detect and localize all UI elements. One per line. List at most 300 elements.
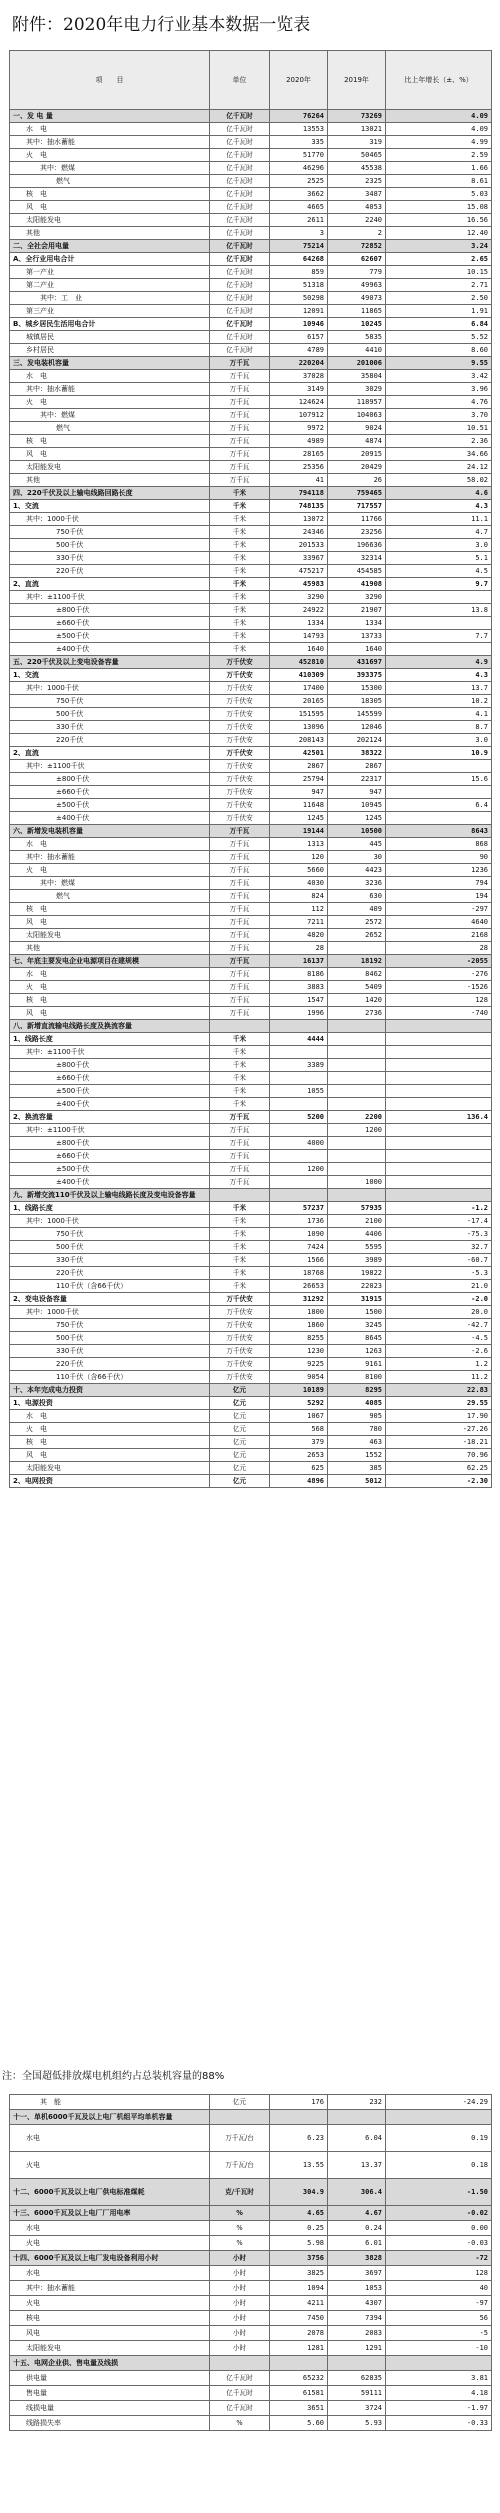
cell-item: 风 电 — [10, 916, 210, 929]
table-row — [10, 643, 492, 656]
cell-unit: 万千瓦 — [210, 981, 270, 994]
cell-2020: 2653 — [270, 1449, 328, 1462]
cell-2020: 4000 — [270, 1137, 328, 1150]
cell-growth: 8.7 — [386, 721, 492, 734]
cell-item: 其他 — [10, 474, 210, 487]
table-row — [10, 578, 492, 591]
cell-2019: 2100 — [328, 1215, 386, 1228]
cell-2020: 1860 — [270, 1319, 328, 1332]
cell-2019: 2572 — [328, 916, 386, 929]
cell-unit: 千米 — [210, 1215, 270, 1228]
cell-unit: 亿千瓦时 — [210, 344, 270, 357]
cell-unit: 亿元 — [210, 1397, 270, 1410]
cell-unit: 万千瓦 — [210, 396, 270, 409]
cell-item: 十一、单机6000千瓦及以上电厂机组平均单机容量 — [10, 2110, 210, 2125]
table-row — [10, 929, 492, 942]
cell-growth: -1.97 — [386, 2401, 492, 2416]
cell-2019: 431697 — [328, 656, 386, 669]
cell-item: 500千伏 — [10, 708, 210, 721]
cell-2019: 8100 — [328, 1371, 386, 1384]
cell-item: 火 电 — [10, 1423, 210, 1436]
cell-unit: 亿元 — [210, 1449, 270, 1462]
cell-growth: 12.40 — [386, 227, 492, 240]
cell-unit: 亿千瓦时 — [210, 149, 270, 162]
cell-2019: 26 — [328, 474, 386, 487]
table-row — [10, 2401, 492, 2416]
cell-unit: 万千瓦 — [210, 448, 270, 461]
cell-item: 220千伏 — [10, 1358, 210, 1371]
cell-item: 线路损失率 — [10, 2416, 210, 2431]
cell-item: 九、新增交流110千伏及以上输电线路长度及变电设备容量 — [10, 1189, 210, 1202]
cell-growth: 4.6 — [386, 487, 492, 500]
cell-item: ±500千伏 — [10, 630, 210, 643]
cell-2019: 2736 — [328, 1007, 386, 1020]
cell-unit: 亿千瓦时 — [210, 318, 270, 331]
cell-2020: 26653 — [270, 1280, 328, 1293]
cell-growth: -1526 — [386, 981, 492, 994]
cell-item: 其中：抽水蓄能 — [10, 136, 210, 149]
cell-growth — [386, 2356, 492, 2371]
cell-unit: 万千伏安 — [210, 695, 270, 708]
cell-2020: 8186 — [270, 968, 328, 981]
cell-unit: 亿千瓦时 — [210, 123, 270, 136]
cell-2019: 31915 — [328, 1293, 386, 1306]
cell-2019: 38322 — [328, 747, 386, 760]
cell-growth: 136.4 — [386, 1111, 492, 1124]
cell-item: 110千伏（含66千伏） — [10, 1280, 210, 1293]
cell-item: 核 电 — [10, 994, 210, 1007]
cell-growth — [386, 1163, 492, 1176]
cell-unit: 千米 — [210, 487, 270, 500]
cell-growth — [386, 1059, 492, 1072]
cell-growth: 21.0 — [386, 1280, 492, 1293]
cell-2020: 18768 — [270, 1267, 328, 1280]
cell-2020: 107912 — [270, 409, 328, 422]
cell-2019: 4410 — [328, 344, 386, 357]
cell-2019: 10945 — [328, 799, 386, 812]
cell-2019: 12046 — [328, 721, 386, 734]
cell-unit: 万千瓦 — [210, 903, 270, 916]
cell-growth: 6.4 — [386, 799, 492, 812]
cell-2019: 385 — [328, 1462, 386, 1475]
cell-growth: -2.6 — [386, 1345, 492, 1358]
cell-2020: 1640 — [270, 643, 328, 656]
cell-2019: 11766 — [328, 513, 386, 526]
cell-2020: 1067 — [270, 1410, 328, 1423]
table-row — [10, 1371, 492, 1384]
cell-2019: 62607 — [328, 253, 386, 266]
table-row — [10, 968, 492, 981]
cell-2020: 1736 — [270, 1215, 328, 1228]
cell-growth: -5 — [386, 2326, 492, 2341]
cell-unit: 万千伏安 — [210, 1293, 270, 1306]
cell-unit: 万千伏安 — [210, 721, 270, 734]
cell-growth: -5.3 — [386, 1267, 492, 1280]
cell-growth: 8.61 — [386, 175, 492, 188]
cell-growth: 4.9 — [386, 656, 492, 669]
cell-2020: 16137 — [270, 955, 328, 968]
cell-unit: 亿元 — [210, 1462, 270, 1475]
cell-unit: 亿千瓦时 — [210, 240, 270, 253]
table-row — [10, 1228, 492, 1241]
cell-2019: 50465 — [328, 149, 386, 162]
cell-unit: 万千伏安 — [210, 682, 270, 695]
cell-growth — [386, 760, 492, 773]
cell-item: 十四、6000千瓦及以上电厂发电设备利用小时 — [10, 2251, 210, 2266]
table-row — [10, 2251, 492, 2266]
cell-2019: 10500 — [328, 825, 386, 838]
page-title: 附件：2020年电力行业基本数据一览表 — [12, 15, 311, 35]
cell-growth: 10.9 — [386, 747, 492, 760]
cell-growth — [386, 1020, 492, 1033]
table-row — [10, 266, 492, 279]
cell-unit: 小时 — [210, 2311, 270, 2326]
cell-unit: 千米 — [210, 565, 270, 578]
cell-item: 十五、电网企业供、售电量及线损 — [10, 2356, 210, 2371]
cell-item: 500千伏 — [10, 539, 210, 552]
cell-item: 其 能 — [10, 2095, 210, 2110]
table-row — [10, 1410, 492, 1423]
cell-2020 — [270, 1046, 328, 1059]
cell-2020: 568 — [270, 1423, 328, 1436]
cell-item: 其中：±1100千伏 — [10, 1124, 210, 1137]
cell-item: 750千伏 — [10, 1319, 210, 1332]
cell-item: 750千伏 — [10, 695, 210, 708]
table-row — [10, 669, 492, 682]
cell-2019: 3245 — [328, 1319, 386, 1332]
table-row — [10, 526, 492, 539]
cell-2019: 118957 — [328, 396, 386, 409]
cell-2019: 3989 — [328, 1254, 386, 1267]
cell-item: 七、年底主要发电企业电源项目在建规模 — [10, 955, 210, 968]
cell-growth: 20.0 — [386, 1306, 492, 1319]
cell-growth: 5.52 — [386, 331, 492, 344]
header-2020: 2020年 — [270, 51, 328, 110]
cell-growth: 4640 — [386, 916, 492, 929]
cell-2019: 3697 — [328, 2266, 386, 2281]
cell-2019: 1291 — [328, 2341, 386, 2356]
cell-unit: 万千瓦 — [210, 890, 270, 903]
cell-unit: 万千瓦 — [210, 435, 270, 448]
cell-2019: 3828 — [328, 2251, 386, 2266]
table-row — [10, 344, 492, 357]
cell-growth: 4.99 — [386, 136, 492, 149]
table-row — [10, 1358, 492, 1371]
cell-unit: 亿千瓦时 — [210, 253, 270, 266]
cell-unit: 万千伏安 — [210, 1371, 270, 1384]
table-row — [10, 448, 492, 461]
cell-growth: -42.7 — [386, 1319, 492, 1332]
cell-2020: 1245 — [270, 812, 328, 825]
cell-growth: 1.91 — [386, 305, 492, 318]
cell-2020: 24922 — [270, 604, 328, 617]
cell-growth: -2.30 — [386, 1475, 492, 1488]
cell-2020: 64268 — [270, 253, 328, 266]
cell-unit: 万千瓦 — [210, 370, 270, 383]
cell-2020: 3756 — [270, 2251, 328, 2266]
cell-2019: 1552 — [328, 1449, 386, 1462]
cell-2020: 75214 — [270, 240, 328, 253]
table-row — [10, 1423, 492, 1436]
cell-unit: 万千瓦 — [210, 838, 270, 851]
cell-2020: 452810 — [270, 656, 328, 669]
cell-item: 十三、6000千瓦及以上电厂厂用电率 — [10, 2206, 210, 2221]
cell-growth: 5.03 — [386, 188, 492, 201]
cell-unit: 亿千瓦时 — [210, 227, 270, 240]
cell-growth — [386, 1085, 492, 1098]
cell-growth — [386, 1176, 492, 1189]
cell-growth: -4.5 — [386, 1332, 492, 1345]
cell-unit: 千米 — [210, 578, 270, 591]
cell-growth: 3.81 — [386, 2371, 492, 2386]
cell-growth: 10.15 — [386, 266, 492, 279]
cell-2019: 22023 — [328, 1280, 386, 1293]
cell-item: 330千伏 — [10, 552, 210, 565]
cell-2019: 4307 — [328, 2296, 386, 2311]
cell-2019: 1245 — [328, 812, 386, 825]
cell-growth: 194 — [386, 890, 492, 903]
cell-2019: 5409 — [328, 981, 386, 994]
table-row — [10, 162, 492, 175]
cell-2019: 30 — [328, 851, 386, 864]
cell-growth: 128 — [386, 994, 492, 1007]
cell-2019: 306.4 — [328, 2179, 386, 2206]
cell-item: 1、交流 — [10, 500, 210, 513]
cell-growth: 56 — [386, 2311, 492, 2326]
cell-unit: 千米 — [210, 1046, 270, 1059]
cell-growth: 1.66 — [386, 162, 492, 175]
cell-item: 风 电 — [10, 448, 210, 461]
cell-growth: 4.09 — [386, 123, 492, 136]
table-row — [10, 500, 492, 513]
cell-2020: 4789 — [270, 344, 328, 357]
cell-item: 火 电 — [10, 149, 210, 162]
cell-item: 水 电 — [10, 1410, 210, 1423]
cell-item: 其中：1000千伏 — [10, 1215, 210, 1228]
cell-item: 水电 — [10, 2221, 210, 2236]
header-2019: 2019年 — [328, 51, 386, 110]
cell-2020: 51318 — [270, 279, 328, 292]
cell-unit: 千米 — [210, 539, 270, 552]
cell-unit: 千米 — [210, 1072, 270, 1085]
cell-2020: 475217 — [270, 565, 328, 578]
cell-2019: 10245 — [328, 318, 386, 331]
cell-item: 风电 — [10, 2326, 210, 2341]
table-row — [10, 1475, 492, 1488]
cell-2019: 20429 — [328, 461, 386, 474]
cell-unit: 万千瓦 — [210, 1007, 270, 1020]
cell-item: 太阳能发电 — [10, 461, 210, 474]
cell-item: 燃气 — [10, 422, 210, 435]
cell-unit: 亿千瓦时 — [210, 201, 270, 214]
table-row — [10, 357, 492, 370]
cell-growth: -297 — [386, 903, 492, 916]
cell-2019: 104063 — [328, 409, 386, 422]
table-row — [10, 617, 492, 630]
cell-2020: 1200 — [270, 1163, 328, 1176]
cell-2020: 3 — [270, 227, 328, 240]
cell-unit — [210, 2110, 270, 2125]
cell-growth: -1.50 — [386, 2179, 492, 2206]
cell-growth: 11.1 — [386, 513, 492, 526]
table-row — [10, 1033, 492, 1046]
table-header-row — [10, 51, 492, 110]
cell-2020: 5660 — [270, 864, 328, 877]
cell-2020: 124624 — [270, 396, 328, 409]
cell-item: 第一产业 — [10, 266, 210, 279]
cell-unit: 万千瓦 — [210, 929, 270, 942]
table-row — [10, 2311, 492, 2326]
cell-growth: -60.7 — [386, 1254, 492, 1267]
cell-2019: 13.37 — [328, 2152, 386, 2179]
cell-item: 水电 — [10, 2266, 210, 2281]
table-row — [10, 227, 492, 240]
cell-2019: 409 — [328, 903, 386, 916]
cell-2019: 202124 — [328, 734, 386, 747]
cell-2019: 59111 — [328, 2386, 386, 2401]
table-row — [10, 175, 492, 188]
cell-2020: 5.60 — [270, 2416, 328, 2431]
cell-growth: 28 — [386, 942, 492, 955]
header-unit: 单位 — [210, 51, 270, 110]
cell-growth: 1236 — [386, 864, 492, 877]
cell-item: ±500千伏 — [10, 1163, 210, 1176]
cell-growth: 5.1 — [386, 552, 492, 565]
cell-item: 水 电 — [10, 838, 210, 851]
cell-item: 其中：燃煤 — [10, 162, 210, 175]
table-row — [10, 513, 492, 526]
cell-unit: 千米 — [210, 617, 270, 630]
footnote: 注：全国超低排放煤电机组约占总装机容量的88% — [2, 2071, 225, 2082]
cell-2019: 780 — [328, 1423, 386, 1436]
cell-growth: 794 — [386, 877, 492, 890]
cell-item: ±800千伏 — [10, 1137, 210, 1150]
cell-2019: 13733 — [328, 630, 386, 643]
cell-unit: 万千瓦 — [210, 994, 270, 1007]
cell-2020: 13.55 — [270, 2152, 328, 2179]
cell-item: 其中：工 业 — [10, 292, 210, 305]
table-row — [10, 1449, 492, 1462]
cell-unit: 万千瓦 — [210, 916, 270, 929]
cell-growth: 32.7 — [386, 1241, 492, 1254]
cell-unit: 小时 — [210, 2266, 270, 2281]
cell-2019: 72852 — [328, 240, 386, 253]
cell-item: 火电 — [10, 2152, 210, 2179]
table-row — [10, 604, 492, 617]
table-row — [10, 981, 492, 994]
cell-unit: 千米 — [210, 604, 270, 617]
cell-growth: 4.09 — [386, 110, 492, 123]
cell-item: 2、电网投资 — [10, 1475, 210, 1488]
cell-unit: 万千伏安 — [210, 773, 270, 786]
cell-unit: 亿千瓦时 — [210, 214, 270, 227]
cell-item: 太阳能发电 — [10, 2341, 210, 2356]
cell-item: 太阳能发电 — [10, 214, 210, 227]
cell-item: ±400千伏 — [10, 1098, 210, 1111]
cell-2019: 1420 — [328, 994, 386, 1007]
table-row — [10, 2152, 492, 2179]
cell-unit: 千米 — [210, 526, 270, 539]
cell-unit: 万千伏安 — [210, 1306, 270, 1319]
table-row — [10, 331, 492, 344]
cell-2019: 11865 — [328, 305, 386, 318]
cell-2020: 1800 — [270, 1306, 328, 1319]
cell-item: 2、直流 — [10, 747, 210, 760]
cell-item: ±800千伏 — [10, 773, 210, 786]
cell-2019: 779 — [328, 266, 386, 279]
cell-2019: 3724 — [328, 2401, 386, 2416]
table-row — [10, 916, 492, 929]
cell-item: 四、220千伏及以上输电线路回路长度 — [10, 487, 210, 500]
cell-growth: 70.96 — [386, 1449, 492, 1462]
cell-2020: 57237 — [270, 1202, 328, 1215]
cell-unit: 万千瓦 — [210, 1137, 270, 1150]
cell-2020: 4030 — [270, 877, 328, 890]
table-row — [10, 1306, 492, 1319]
data-table-main — [9, 50, 491, 2060]
table-row — [10, 2206, 492, 2221]
cell-2019: 717557 — [328, 500, 386, 513]
cell-2020: 120 — [270, 851, 328, 864]
cell-item: 火 电 — [10, 981, 210, 994]
cell-unit: 万千伏安 — [210, 799, 270, 812]
cell-item: 500千伏 — [10, 1241, 210, 1254]
cell-2019: 232 — [328, 2095, 386, 2110]
cell-2019 — [328, 1189, 386, 1202]
cell-2019 — [328, 1150, 386, 1163]
cell-growth: 2.59 — [386, 149, 492, 162]
cell-2020: 1230 — [270, 1345, 328, 1358]
table-row — [10, 1267, 492, 1280]
cell-unit: 千米 — [210, 643, 270, 656]
cell-2020: 65232 — [270, 2371, 328, 2386]
cell-2020 — [270, 1176, 328, 1189]
cell-item: 八、新增直流输电线路长度及换流容量 — [10, 1020, 210, 1033]
cell-item: B、城乡居民生活用电合计 — [10, 318, 210, 331]
cell-growth: -75.3 — [386, 1228, 492, 1241]
cell-unit: 千米 — [210, 1228, 270, 1241]
cell-2019: 4874 — [328, 435, 386, 448]
table-row — [10, 1111, 492, 1124]
cell-unit: 万千瓦 — [210, 474, 270, 487]
cell-item: 750千伏 — [10, 526, 210, 539]
cell-unit: 亿元 — [210, 2095, 270, 2110]
cell-unit: 千米 — [210, 552, 270, 565]
cell-item: 十、本年完成电力投资 — [10, 1384, 210, 1397]
table-row — [10, 2386, 492, 2401]
cell-2020: 9054 — [270, 1371, 328, 1384]
cell-2019: 3029 — [328, 383, 386, 396]
cell-growth: -276 — [386, 968, 492, 981]
cell-2020: 947 — [270, 786, 328, 799]
table-row — [10, 383, 492, 396]
cell-2020: 5200 — [270, 1111, 328, 1124]
cell-item: 220千伏 — [10, 1267, 210, 1280]
cell-unit: 万千伏安 — [210, 747, 270, 760]
table-row — [10, 955, 492, 968]
cell-growth: 15.08 — [386, 201, 492, 214]
cell-2019: 62835 — [328, 2371, 386, 2386]
cell-2019: 1334 — [328, 617, 386, 630]
table-row — [10, 214, 492, 227]
cell-growth — [386, 1137, 492, 1150]
cell-2020: 1090 — [270, 1228, 328, 1241]
cell-2020 — [270, 1189, 328, 1202]
cell-growth — [386, 1072, 492, 1085]
cell-item: 售电量 — [10, 2386, 210, 2401]
cell-unit: 千米 — [210, 630, 270, 643]
cell-unit: 万千瓦 — [210, 357, 270, 370]
